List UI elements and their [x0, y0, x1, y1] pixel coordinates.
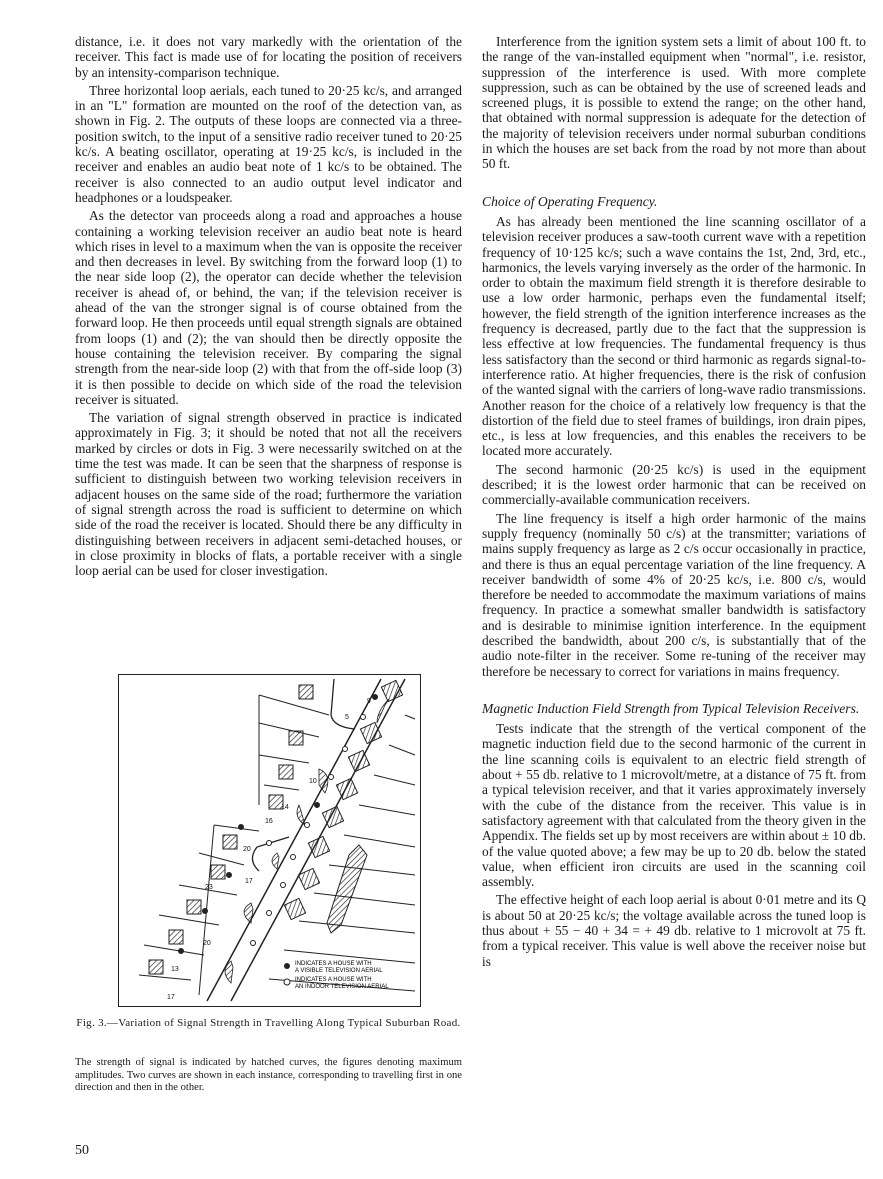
figure-caption: Fig. 3.—Variation of Signal Strength in Travelling Along Typical Suburban Road. [76, 1017, 461, 1029]
left-column [75, 34, 462, 581]
figure-label: 13 [171, 966, 179, 973]
page-number: 50 [75, 1143, 89, 1158]
paragraph: Tests indicate that the strength of the vertical component of the magnetic induction field due to the second harmonic of the current in the line scanning coils is equivalent to an electric field strength of about + 55 db. relative to 1 microvolt/metre, at a distance of 75 ft. from a typical television receiver, and that it varies approximately inversely with the cube of the distance from the receiver. This value is in satisfactory agreement with that calculated from the theory given in the Appendix. The fields set up by most receivers are within about ± 10 db. of the value quoted above; a few may be up to 20 db. below the stated value, when efficient iron circuits are used in the scanning coil assembly. [482, 721, 866, 890]
figure-label: 9 [367, 698, 371, 705]
paragraph: Interference from the ignition system sets a limit of about 100 ft. to the range of the van-installed equipment when "normal", i.e. resistor, suppression of the interference is used. With more complete suppression, such as can be obtained by the use of screened leads and screened plugs, it is possible to extend the range; on the other hand, that obtained with normal suppression is adequate for the detection of the majority of television receivers under normal suburban conditions in which the houses are set back from the road by not more than about 50 ft. [482, 34, 866, 172]
figure-label: 17 [245, 878, 253, 885]
section-heading: Choice of Operating Frequency. [482, 193, 658, 209]
road-map-illustration [119, 675, 419, 1005]
figure-label: 23 [205, 884, 213, 891]
figure-note: The strength of signal is indicated by hatched curves, the figures denoting maximum amplitudes. Two curves are shown in each instance, corresponding to travelling first in one direction and then in the other. [75, 1057, 462, 1093]
paragraph: The second harmonic (20·25 kc/s) is used in the equipment described; it is the lowest order harmonic that can be received on commercially-available communication receivers. [482, 461, 866, 508]
legend-visible-line1: INDICATES A HOUSE WITH [295, 961, 372, 967]
paragraph: distance, i.e. it does not vary markedly with the orientation of the receiver. This fact is made use of for locating the position of receivers by an intensity-comparison technique. [75, 34, 462, 80]
paragraph: The line frequency is itself a high order harmonic of the mains supply frequency (nominally 50 c/s) at the transmitter; variations of mains supply frequency as large as 2 c/s occur occasionally in practice, and there is thus an equal percentage variation of the line frequency. A receiver bandwidth of some 4% of 20·25 kc/s, i.e. 800 c/s, would therefore be needed to accommodate the maximum variations of mains frequency. In practice a somewhat smaller bandwidth is satisfactory and is desirable to minimise ignition interference. In the equipment described the bandwidth, about 200 c/s, is substantially that of the audio note-filter in the receiver. Some re-tuning of the receiver may therefore be necessary to correct for variations in mains frequency. [482, 510, 866, 679]
paragraph: Three horizontal loop aerials, each tuned to 20·25 kc/s, and arranged in an "L" formation are mounted on the roof of the detection van, as shown in Fig. 2. The outputs of these loops are connected via a three-position switch, to the input of a sensitive radio receiver tuned to 20·25 kc/s. A beating oscillator, operating at 19·25 kc/s, is included in the receiver and enables an audio beat note of 1 kc/s to be obtained. The receiver is also connected to an audio output level indicator and headphones or a loudspeaker. [75, 82, 462, 205]
figure-label: 20 [243, 846, 251, 853]
figure-legend [284, 961, 389, 990]
figure-label: 10 [309, 778, 317, 785]
legend-indoor-line1: INDICATES A HOUSE WITH [295, 977, 372, 983]
figure-road-map [118, 674, 421, 1007]
section-heading: Magnetic Induction Field Strength from Typical Television Receivers. [482, 700, 860, 716]
legend-indoor-line2: AN INDOOR TELEVISION AERIAL [295, 984, 389, 990]
right-column [482, 34, 866, 972]
legend-visible-line2: A VISIBLE TELEVISION AERIAL [295, 968, 383, 974]
figure-label: 5 [345, 714, 349, 721]
figure-label: 14 [281, 804, 289, 811]
figure-label: 20 [203, 940, 211, 947]
paragraph: The variation of signal strength observed in practice is indicated approximately in Fig. 3; it should be noted that not all the receivers marked by circles or dots in Fig. 3 were necessarily switched on at the time the test was made. It can be seen that the sharpness of response is sufficient to distinguish between two working television receivers in adjacent houses on the same side of the road; furthermore the variation of signal strength across the road is sufficient to determine on which side of the road the receiver is located. Should there be any difficulty in distinguishing between receivers in adjacent semi-detached houses, or in close proximity in blocks of flats, a portable receiver with a single loop aerial can be used for closer investigation. [75, 410, 462, 579]
figure-label: 16 [265, 818, 273, 825]
figure-label: 17 [167, 994, 175, 1001]
paragraph: The effective height of each loop aerial is about 0·01 metre and its Q is about 50 at 20·25 kc/s; the voltage available across the tuned loop is thus about + 55 − 40 + 34 = + 49 db. relative to 1 microvolt at 75 ft. from a typical receiver. This value is well above the receiver noise but is [482, 892, 866, 969]
paragraph: As the detector van proceeds along a road and approaches a house containing a working television receiver an audio beat note is heard which rises in level to a maximum when the van is opposite the receiver and then decreases in level. By switching from the forward loop (1) to the near side loop (2), the operator can decide whether the television receiver is ahead of, or behind, the van; if the television receiver is ahead of the van the stronger signal is of course obtained from the forward loop. He then proceeds until equal strength signals are obtained from loops (1) and (2); the van should then be directly opposite the house containing the television receiver. By comparing the signal strength from the near-side loop (2) with that from the off-side loop (3) it is then possible to decide on which side of the road the television receiver is situated. [75, 208, 462, 407]
paragraph: As has already been mentioned the line scanning oscillator of a television receiver produces a saw-tooth current wave with a repetition frequency of 10·125 kc/s; such a wave contains the 1st, 2nd, 3rd, etc., harmonics, the levels varying inversely as the order of the harmonic. In order to obtain the maximum field strength it is therefore desirable to use a low order harmonic, perhaps even the fundamental itself; however, the field strength of the ignition interference increases as the frequency is decreased, partly due to the fact that the suppression is less effective at low frequencies. The fundamental frequency is thus less satisfactory than the second or third harmonic as regards signal-to-interference ratio. At higher frequencies, there is the risk of confusion of the wanted signal with the carriers of long-wave radio transmissions. Another reason for the choice of a relatively low frequency is that the distortion of the field due to steel frames of buildings, iron drain pipes, etc., is less at low frequencies, and this enables the receivers to be located more accurately. [482, 213, 866, 459]
